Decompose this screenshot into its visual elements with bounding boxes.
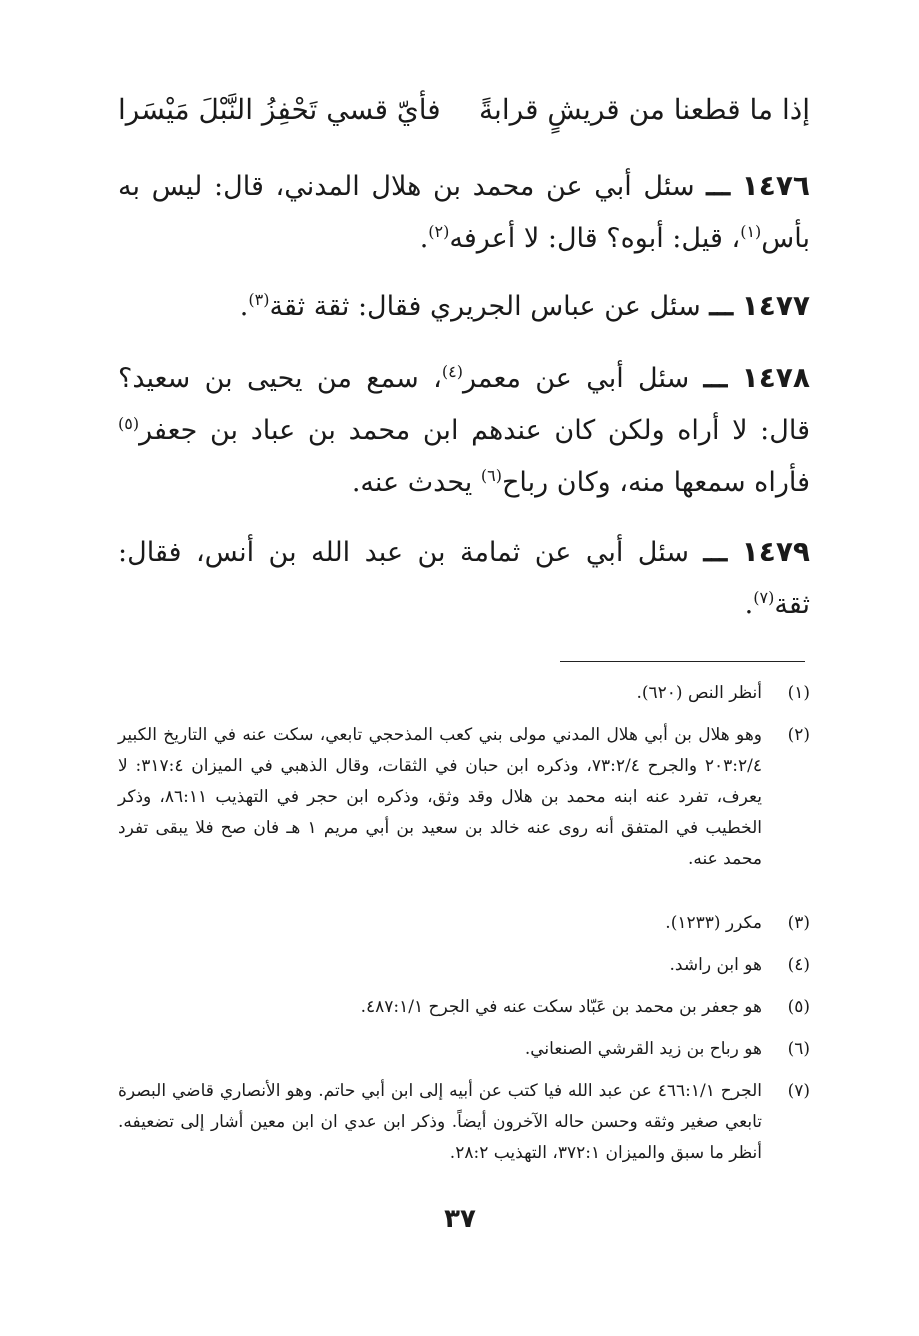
footnote-number: (٦) (787, 1039, 810, 1059)
footnote-7 (118, 1076, 810, 1169)
entry-dash: ـــ (709, 291, 734, 322)
footnote-text: مكرر (١٢٣٣). (665, 913, 762, 933)
footnote-ref[interactable]: (٢) (428, 222, 450, 241)
footnote-text: أنظر النص (٦٢٠). (636, 683, 762, 703)
entry-text: ، سمع من يحيى بن سعيد؟ قال: لا أراه ولكن كان عندهم ابن محمد بن عباد بن جعفر (118, 363, 810, 446)
entry-number: ١٤٧٩ (741, 535, 810, 568)
footnote-number: (١) (787, 683, 810, 703)
footnote-separator (560, 661, 805, 662)
verse-second-hemistich: فأيّ قسي تَحْفِزُ النَّبْلَ مَيْسَرا (118, 92, 441, 126)
entry-1478 (118, 352, 810, 509)
verse-first-hemistich: إذا ما قطعنا من قريشٍ قرابةً (479, 92, 810, 126)
footnote-ref[interactable]: (٣) (248, 290, 270, 309)
footnote-ref[interactable]: (٥) (118, 414, 140, 433)
footnote-text: هو رباح بن زيد القرشي الصنعاني. (524, 1039, 762, 1059)
footnote-ref[interactable]: (١) (740, 222, 762, 241)
footnote-number: (٤) (787, 955, 810, 975)
footnote-number: (٣) (787, 913, 810, 933)
entry-text: سئل عن عباس الجريري فقال: ثقة ثقة (269, 291, 701, 322)
entry-text: يحدث عنه. (351, 467, 481, 498)
footnote-ref[interactable]: (٧) (753, 588, 775, 607)
footnote-text: الجرح ٤٦٦:١/١ عن عبد الله فيا كتب عن أبيه إلى ابن أبي حاتم. وهو الأنصاري قاضي البصرة تابعي صغير وثقه وحسن حاله الآخرون أيضاً. وذكر ابن عدي ان ابن معين أشار إلى تضعيفه. أنظر ما سبق والميزان ٣٧٢:١، التهذيب ٢٨:٢. (118, 1081, 762, 1163)
footnote-5 (118, 992, 810, 1023)
entry-text-end: . (239, 291, 249, 322)
footnote-ref[interactable]: (٦) (480, 466, 502, 485)
poetry-verse (118, 84, 810, 134)
footnote-number: (٢) (787, 725, 810, 745)
footnote-2 (118, 720, 810, 875)
entry-dash: ـــ (703, 363, 728, 394)
entry-1477 (118, 280, 810, 333)
entry-text: سئل أبي عن محمد بن هلال المدني، قال: ليس به بأس (118, 171, 810, 254)
footnote-3 (118, 908, 810, 939)
entry-text: فأراه سمعها منه، وكان رباح (501, 467, 810, 498)
entry-number: ١٤٧٨ (741, 361, 810, 394)
footnote-1 (118, 678, 810, 709)
footnote-text: هو جعفر بن محمد بن عَبّاد سكت عنه في الجرح ٤٨٧:١/١. (360, 997, 762, 1017)
footnote-text: هو ابن راشد. (669, 955, 762, 975)
entry-1476 (118, 160, 810, 265)
entry-text-end: . (419, 223, 429, 254)
footnote-4 (118, 950, 810, 981)
entry-number: ١٤٧٧ (741, 289, 810, 322)
footnote-number: (٧) (787, 1081, 810, 1101)
entry-number: ١٤٧٦ (741, 169, 810, 202)
entry-text: ، قيل: أبوه؟ قال: لا أعرفه (449, 223, 741, 254)
footnote-6 (118, 1034, 810, 1065)
footnote-text: وهو هلال بن أبي هلال المدني مولى بني كعب المذحجي تابعي، سكت عنه في التاريخ الكبير ٢٠٣:٢/٤ والجرح ٧٣:٢/٤، وذكره ابن حبان في الثقات، وقال الذهبي في الميزان ٣١٧:٤: لا يعرف، تفرد عنه ابنه محمد بن هلال وقد وثق، وذكره ابن حجر في التهذيب ٨٦:١١، وذكر الخطيب في المتفق أنه روى عنه خالد بن سعيد بن أبي مريم ١ هـ فان صح فلا يبقى تفرد محمد عنه. (118, 725, 762, 869)
entry-text-end: . (744, 589, 754, 620)
footnote-ref[interactable]: (٤) (441, 362, 463, 381)
entry-text: سئل أبي عن ثمامة بن عبد الله بن أنس، فقال: ثقة (118, 537, 810, 620)
entry-1479 (118, 526, 810, 631)
page-number: ٣٧ (444, 1204, 476, 1234)
entry-dash: ـــ (706, 171, 730, 202)
entry-text: سئل أبي عن معمر (462, 363, 690, 394)
footnote-number: (٥) (787, 997, 810, 1017)
entry-dash: ـــ (703, 537, 728, 568)
